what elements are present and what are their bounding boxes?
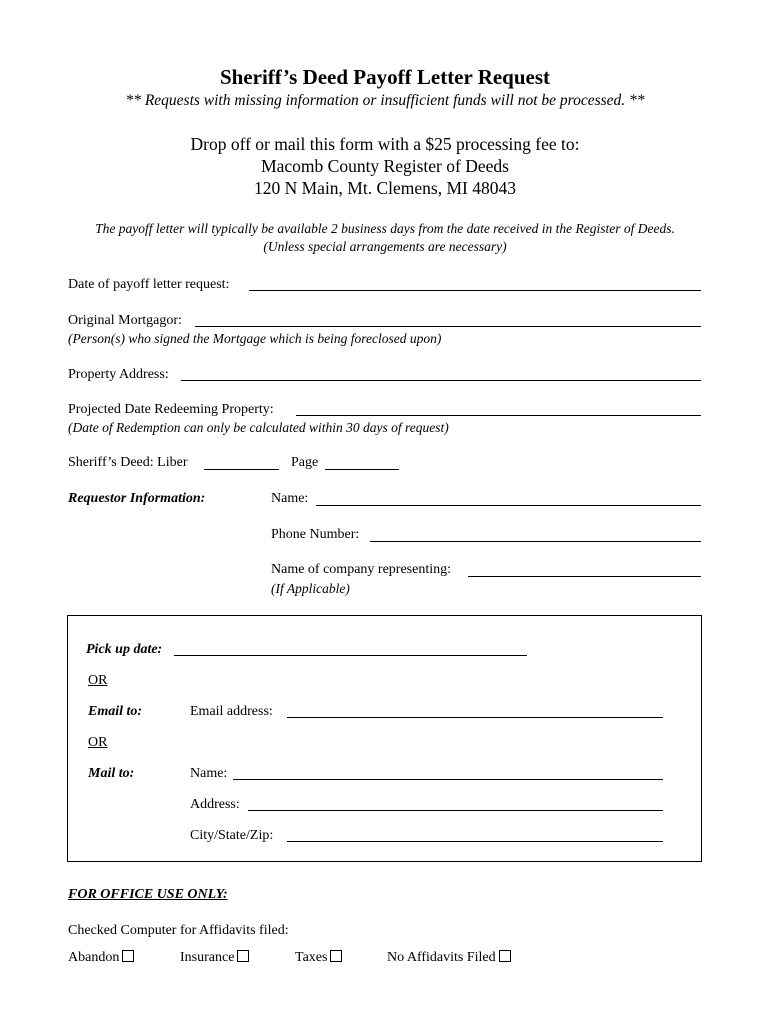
checked-affidavits-label: Checked Computer for Affidavits filed: bbox=[68, 923, 289, 938]
requestor-information-heading: Requestor Information: bbox=[68, 491, 206, 506]
email-to-heading: Email to: bbox=[88, 704, 143, 719]
requestor-name-field[interactable] bbox=[316, 505, 701, 506]
availability-note: The payoff letter will typically be available 2 business days from the date received in the Register of Deeds. bbox=[95, 221, 675, 236]
insurance-checkbox[interactable] bbox=[237, 950, 249, 962]
page-label: Page bbox=[291, 455, 319, 470]
mail-address-field[interactable] bbox=[248, 810, 663, 811]
liber-field[interactable] bbox=[204, 469, 279, 470]
if-applicable-note: (If Applicable) bbox=[271, 581, 350, 596]
no-affidavits-checkbox[interactable] bbox=[499, 950, 511, 962]
mortgagor-note: (Person(s) who signed the Mortgage which is being foreclosed upon) bbox=[68, 331, 442, 346]
mail-address-label: Address: bbox=[190, 797, 240, 812]
pickup-date-field[interactable] bbox=[174, 655, 527, 656]
property-address-label: Property Address: bbox=[68, 367, 169, 382]
phone-number-field[interactable] bbox=[370, 541, 701, 542]
redemption-note: (Date of Redemption can only be calculated within 30 days of request) bbox=[68, 420, 449, 435]
missing-info-warning: ** Requests with missing information or insufficient funds will not be processed. ** bbox=[125, 92, 645, 109]
abandon-checkbox[interactable] bbox=[122, 950, 134, 962]
original-mortgagor-field[interactable] bbox=[195, 326, 701, 327]
abandon-option bbox=[68, 950, 134, 966]
instruction-line-1: Drop off or mail this form with a $25 processing fee to: bbox=[190, 134, 580, 154]
email-address-label: Email address: bbox=[190, 704, 273, 719]
original-mortgagor-label: Original Mortgagor: bbox=[68, 313, 182, 328]
date-request-label: Date of payoff letter request: bbox=[68, 277, 230, 292]
insurance-option bbox=[180, 950, 249, 966]
page-field[interactable] bbox=[325, 469, 399, 470]
delivery-options-box bbox=[67, 615, 702, 862]
date-request-field[interactable] bbox=[249, 290, 701, 291]
phone-number-label: Phone Number: bbox=[271, 527, 360, 542]
projected-date-field[interactable] bbox=[296, 415, 701, 416]
mail-name-label: Name: bbox=[190, 766, 228, 781]
pickup-date-label: Pick up date: bbox=[86, 642, 163, 657]
or-separator: OR bbox=[88, 735, 108, 750]
email-address-field[interactable] bbox=[287, 717, 663, 718]
requestor-name-label: Name: bbox=[271, 491, 309, 506]
taxes-option bbox=[295, 950, 342, 966]
projected-date-label: Projected Date Redeeming Property: bbox=[68, 402, 274, 417]
taxes-label: Taxes bbox=[295, 950, 328, 965]
mail-name-field[interactable] bbox=[233, 779, 663, 780]
office-use-heading: FOR OFFICE USE ONLY: bbox=[68, 887, 228, 902]
instruction-line-2: Macomb County Register of Deeds bbox=[261, 156, 509, 176]
sheriffs-deed-liber-label: Sheriff’s Deed: Liber bbox=[68, 455, 188, 470]
form-title: Sheriff’s Deed Payoff Letter Request bbox=[219, 65, 551, 89]
no-affidavits-label: No Affidavits Filed bbox=[387, 950, 496, 965]
city-state-zip-field[interactable] bbox=[287, 841, 663, 842]
abandon-label: Abandon bbox=[68, 950, 120, 965]
availability-exception: (Unless special arrangements are necessary) bbox=[263, 239, 507, 254]
taxes-checkbox[interactable] bbox=[330, 950, 342, 962]
mail-to-heading: Mail to: bbox=[88, 766, 135, 781]
property-address-field[interactable] bbox=[181, 380, 701, 381]
no-affidavits-option bbox=[387, 950, 511, 966]
or-separator: OR bbox=[88, 673, 108, 688]
company-representing-label: Name of company representing: bbox=[271, 562, 451, 577]
company-representing-field[interactable] bbox=[468, 576, 701, 577]
city-state-zip-label: City/State/Zip: bbox=[190, 828, 274, 843]
insurance-label: Insurance bbox=[180, 950, 235, 965]
instruction-line-3: 120 N Main, Mt. Clemens, MI 48043 bbox=[253, 178, 516, 198]
